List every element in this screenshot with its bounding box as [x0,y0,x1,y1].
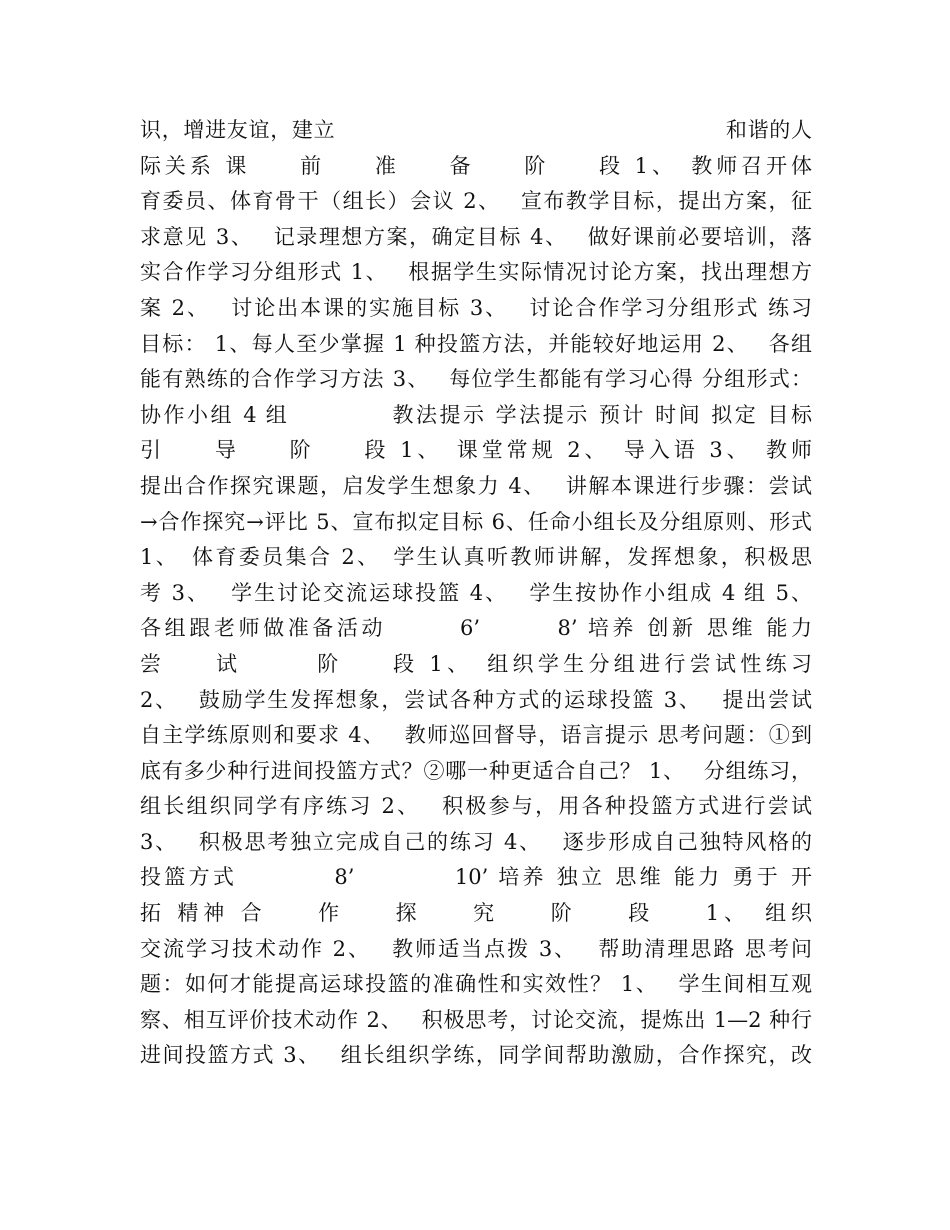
text-line: 际关系 课 前 准 备 阶 段 1、 教师召开体 [140,153,812,178]
text-line: 引 导 阶 段 1、 课堂常规 2、 导入语 3、 教师 [140,438,812,463]
text-line: 自主学练原则和要求 4、 教师巡回督导，语言提示 思考问题：①到 [140,723,812,748]
text-line: 求意见 3、 记录理想方案，确定目标 4、 做好课前必要培训，落 [140,224,812,249]
text-line: 拓 精神 合 作 探 究 阶 段 1、 组织 [140,901,812,926]
text-line: →合作探究→评比 5、宣布拟定目标 6、任命小组长及分组原则、形式 [140,509,812,534]
text-line: 目标： 1、每人至少掌握 1 种投篮方法，并能较好地运用 2、 各组 [140,331,812,356]
text-line: 尝 试 阶 段 1、 组织学生分组进行尝试性练习 [140,651,812,676]
text-line: 进间投篮方式 3、 组长组织学练，同学间帮助激励，合作探究，改 [140,1043,812,1068]
text-line: 各组跟老师做准备活动 6’ 8’ 培养 创新 思维 能力 [140,616,812,641]
text-line: 1、 体育委员集合 2、 学生认真听教师讲解，发挥想象，积极思 [140,545,812,570]
text-line: 察、相互评价技术动作 2、 积极思考，讨论交流，提炼出 1—2 种行 [140,1007,812,1032]
text-line: 组长组织同学有序练习 2、 积极参与，用各种投篮方式进行尝试 [140,794,812,819]
text-line: 底有多少种行进间投篮方式？②哪一种更适合自己？ 1、 分组练习， [140,758,812,783]
text-line: 识，增进友谊，建立 和谐的人 [140,118,812,142]
body-text [140,113,812,1074]
text-line: 交流学习技术动作 2、 教师适当点拨 3、 帮助清理思路 思考问 [140,936,812,961]
text-line: 提出合作探究课题，启发学生想象力 4、 讲解本课进行步骤：尝试 [140,473,812,498]
text-line: 实合作学习分组形式 1、 根据学生实际情况讨论方案，找出理想方 [140,260,812,285]
text-line: 3、 积极思考独立完成自己的练习 4、 逐步形成自己独特风格的 [140,829,812,854]
text-line: 案 2、 讨论出本课的实施目标 3、 讨论合作学习分组形式 练习 [140,295,812,320]
text-line: 考 3、 学生讨论交流运球投篮 4、 学生按协作小组成 4 组 5、 [140,580,812,605]
text-line: 题：如何才能提高运球投篮的准确性和实效性？ 1、 学生间相互观 [140,972,812,997]
text-line: 能有熟练的合作学习方法 3、 每位学生都能有学习心得 分组形式： [140,367,812,392]
text-line: 协作小组 4 组 教法提示 学法提示 预计 时间 拟定 目标 [140,402,812,427]
text-line: 育委员、体育骨干（组长）会议 2、 宣布教学目标，提出方案，征 [140,189,812,214]
text-line: 2、 鼓励学生发挥想象，尝试各种方式的运球投篮 3、 提出尝试 [140,687,812,712]
text-line: 投篮方式 8’ 10’ 培养 独立 思维 能力 勇于 开 [140,865,812,890]
